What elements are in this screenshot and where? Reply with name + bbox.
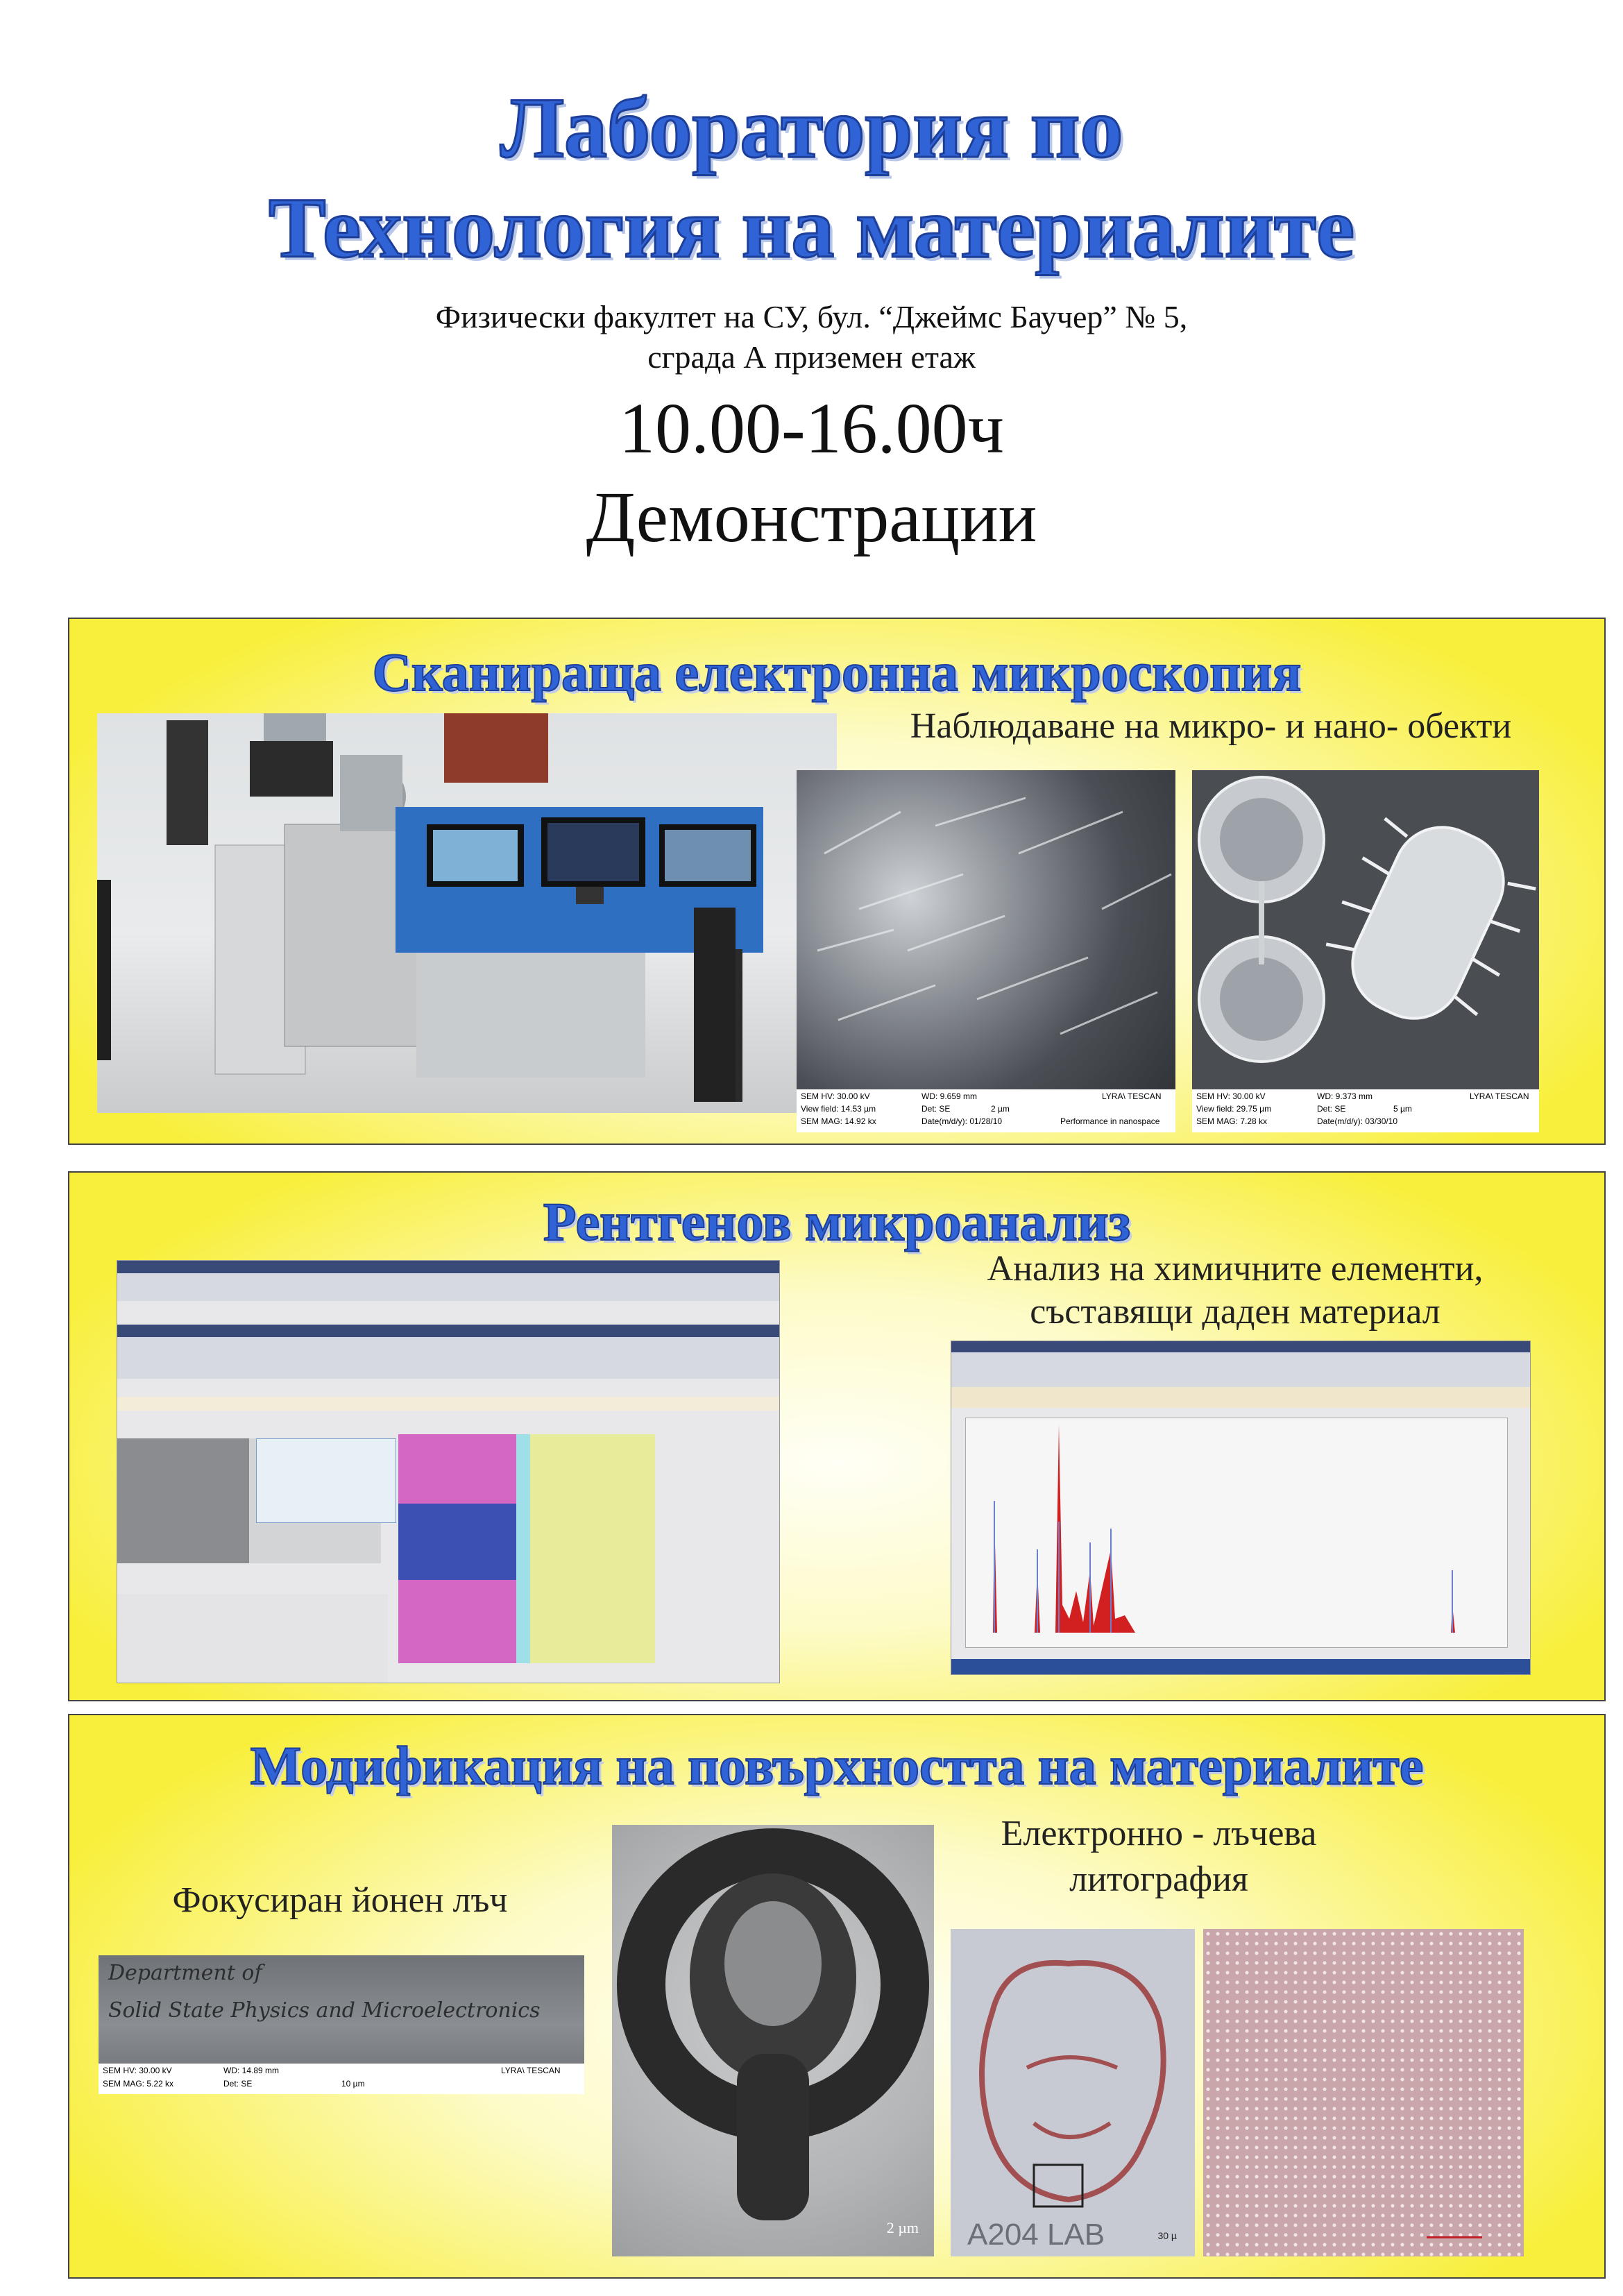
fib-det: Det: SE — [223, 2079, 253, 2089]
sem2-brand: LYRA\ TESCAN — [1470, 1091, 1529, 1101]
fib-wd: WD: 14.89 mm — [223, 2066, 280, 2075]
xray-panel-title: Рентгенов микроанализ — [543, 1191, 1131, 1252]
surface-panel — [68, 1714, 1606, 2279]
sem-image-nanostructures — [797, 770, 1175, 1132]
sem2-hv: SEM HV: 30.00 kV — [1196, 1091, 1266, 1101]
surface-panel-title: Модификация на повърхността на материалите — [250, 1735, 1424, 1796]
portrait-scale: 30 µ — [1157, 2230, 1177, 2241]
sem1-tag: Performance in nanospace — [1060, 1116, 1160, 1126]
fib-seal-image — [612, 1825, 934, 2256]
ebl-caption-line2: литография — [1069, 1860, 1248, 1899]
ebl-dot-array-image — [1203, 1929, 1524, 2256]
xray-panel — [68, 1171, 1606, 1701]
sem2-view: View field: 29.75 µm — [1196, 1104, 1272, 1114]
sem-image-diatoms — [1192, 770, 1539, 1132]
fib-scale: 10 µm — [341, 2079, 365, 2089]
sem1-det: Det: SE — [921, 1104, 951, 1114]
sem2-wd: WD: 9.373 mm — [1317, 1091, 1373, 1101]
ebl-portrait-image — [951, 1929, 1195, 2256]
xray-caption-line2: съставящи даден материал — [1030, 1292, 1441, 1332]
sem1-scale: 2 µm — [991, 1104, 1010, 1114]
sem-image2-footer — [1192, 1089, 1539, 1132]
sem1-hv: SEM HV: 30.00 kV — [801, 1091, 870, 1101]
main-title-line2: Технология на материалите — [268, 180, 1354, 275]
sem-lab-photo — [97, 713, 837, 1113]
sem2-mag: SEM MAG: 7.28 kx — [1196, 1116, 1268, 1126]
sem-image1-footer — [797, 1089, 1175, 1132]
dot-array-scalebar — [1427, 2236, 1482, 2238]
address-line2: сграда А приземен етаж — [647, 339, 976, 375]
fib-brand: LYRA\ TESCAN — [501, 2066, 561, 2075]
sem1-mag: SEM MAG: 14.92 kx — [801, 1116, 876, 1126]
portrait-label: A204 LAB — [967, 2218, 1105, 2252]
seal-scale: 2 µm — [886, 2219, 919, 2236]
address-line1: Физически факултет на СУ, бул. “Джеймс Баучер” № 5, — [435, 299, 1188, 334]
sem-panel-title: Сканираща електронна микроскопия — [372, 642, 1302, 702]
fib-hv: SEM HV: 30.00 kV — [103, 2066, 172, 2075]
fib-image-footer — [99, 2064, 584, 2094]
xray-spectrum-screenshot — [951, 1341, 1531, 1675]
sem1-date: Date(m/d/y): 01/28/10 — [921, 1116, 1003, 1126]
sem2-det: Det: SE — [1317, 1104, 1346, 1114]
xray-mapping-screenshot — [117, 1260, 780, 1683]
sem2-date: Date(m/d/y): 03/30/10 — [1317, 1116, 1398, 1126]
fib-caption: Фокусиран йонен лъч — [172, 1880, 508, 1920]
fib-text-line1: Department of — [108, 1961, 262, 1985]
sem1-brand: LYRA\ TESCAN — [1102, 1091, 1162, 1101]
sem-caption: Наблюдаване на микро- и нано- обекти — [910, 706, 1512, 746]
sem-panel — [68, 618, 1606, 1145]
sem2-scale: 5 µm — [1393, 1104, 1412, 1114]
fib-text-line2: Solid State Physics and Microelectronics — [108, 1998, 541, 2023]
demonstrations-label: Демонстрации — [586, 477, 1037, 557]
main-title-line1: Лаборатория по — [500, 80, 1123, 176]
xray-caption-line1: Анализ на химичните елементи, — [987, 1249, 1484, 1289]
fib-image — [99, 1955, 584, 2094]
opening-hours: 10.00-16.00ч — [619, 389, 1004, 468]
sem1-wd: WD: 9.659 mm — [921, 1091, 978, 1101]
fib-mag: SEM MAG: 5.22 kx — [103, 2079, 174, 2089]
ebl-caption-line1: Електронно - лъчева — [1001, 1814, 1317, 1853]
sem1-view: View field: 14.53 µm — [801, 1104, 876, 1114]
